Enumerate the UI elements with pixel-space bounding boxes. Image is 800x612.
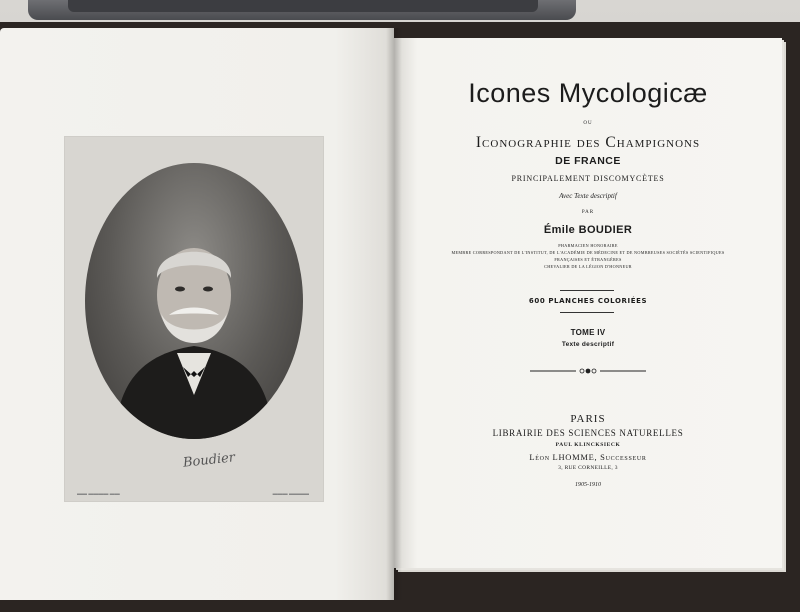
planches-line: 600 PLANCHES COLORIÉES bbox=[528, 297, 648, 305]
title-ou: OU bbox=[583, 121, 593, 126]
divider-rule bbox=[560, 312, 614, 313]
author-credential: FRANÇAISES ET ÉTRANGÈRES bbox=[554, 257, 622, 262]
par-line: PAR bbox=[581, 210, 595, 215]
left-page bbox=[0, 28, 394, 600]
texte-descriptif-label: Texte descriptif bbox=[561, 341, 615, 348]
author-credential: CHEVALIER DE LA LÉGION D'HONNEUR bbox=[544, 264, 632, 269]
author-credential: PHARMACIEN HONORAIRE bbox=[558, 243, 618, 248]
subtitle-de-france: DE FRANCE bbox=[555, 155, 621, 167]
avec-texte-line: Avec Texte descriptif bbox=[559, 192, 617, 200]
address-line: 3, RUE CORNEILLE, 3 bbox=[558, 465, 618, 471]
years-line: 1905-1910 bbox=[575, 482, 601, 488]
portrait-signature: Boudier bbox=[182, 450, 236, 471]
ornament-divider-icon bbox=[530, 367, 646, 375]
divider-rule bbox=[560, 290, 614, 291]
author-credential: MEMBRE CORRESPONDANT DE L'INSTITUT, DE L'ACADÉMIE DE MÉDECINE ET DE NOMBREUSES SOCIÉTÉS SCIENTIFIQUES bbox=[451, 250, 725, 255]
publisher-owner-line: PAUL KLINCKSIECK bbox=[555, 442, 621, 448]
portrait-figure-icon bbox=[85, 163, 303, 439]
city-line: PARIS bbox=[570, 413, 606, 425]
portrait-photo bbox=[85, 163, 303, 439]
tome-label: TOME IV bbox=[570, 328, 606, 337]
subtitle: Iconographie des Champignons bbox=[475, 134, 701, 151]
main-title: Icones Mycologicæ bbox=[468, 78, 708, 108]
book-gutter-shadow bbox=[386, 28, 402, 600]
portrait-plate bbox=[64, 136, 324, 502]
laptop-edge bbox=[28, 0, 576, 20]
plate-credit-left-mark: ▬▬ ▬▬▬▬ ▬▬ bbox=[77, 491, 120, 497]
plate-credit-right-mark: ▬▬▬ ▬▬▬▬ bbox=[272, 491, 309, 497]
author-name: Émile BOUDIER bbox=[543, 224, 633, 236]
principalement-line: PRINCIPALEMENT DISCOMYCÈTES bbox=[511, 174, 665, 183]
laptop-screen-edge bbox=[68, 0, 538, 12]
publisher-line: LIBRAIRIE DES SCIENCES NATURELLES bbox=[492, 428, 684, 438]
successor-line: Léon LHOMME, Successeur bbox=[529, 452, 647, 462]
